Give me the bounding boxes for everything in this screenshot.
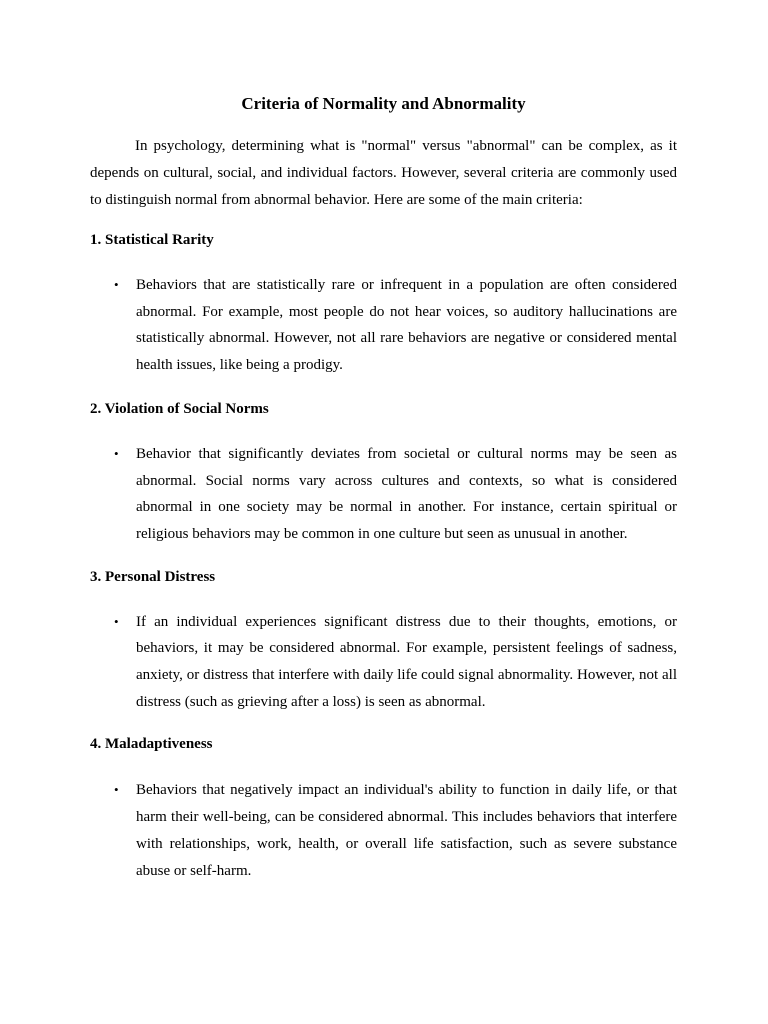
bullet-item (90, 777, 677, 884)
section-maladaptiveness (90, 732, 677, 884)
bullet-text: If an individual experiences significant distress due to their thoughts, emotions, or behaviors, it may be considered abnormal. For example, persistent feelings of sadness, anxiety, or distress that interfere with daily life could signal abnormality. However, not all distress (such as grieving after a loss) is seen as abnormal. (136, 613, 677, 710)
bullet-icon: • (114, 782, 119, 798)
section-heading: 4. Maladaptiveness (90, 736, 213, 753)
bullet-text: Behaviors that negatively impact an individual's ability to function in daily life, or that harm their well-being, can be considered abnormal. This includes behaviors that interfere with relationships, work, health, or overall life satisfaction, such as severe substance abuse or self-harm. (136, 782, 677, 879)
document-title: Criteria of Normality and Abnormality (241, 94, 526, 113)
bullet-list (90, 441, 677, 548)
bullet-item (90, 609, 677, 716)
bullet-item (90, 441, 677, 548)
bullet-list (90, 609, 677, 716)
section-heading: 1. Statistical Rarity (90, 232, 214, 248)
bullet-icon: • (114, 445, 119, 461)
bullet-text: Behaviors that are statistically rare or infrequent in a population are often considered abnormal. For example, most people do not hear voices, so auditory hallucinations are statistically abnormal. However, not all rare behaviors are negative or considered mental health issues, like being a prodigy. (136, 277, 677, 374)
bullet-icon: • (114, 277, 119, 292)
section-personal-distress (90, 565, 677, 716)
section-heading: 2. Violation of Social Norms (90, 400, 269, 417)
bullet-list (90, 777, 677, 884)
intro-paragraph: In psychology, determining what is "normal" versus "abnormal" can be complex, as it depends on cultural, social, and individual factors. However, several criteria are commonly used to distinguish normal from abnormal behavior. Here are some of the main criteria: (90, 138, 677, 208)
bullet-icon: • (114, 613, 119, 629)
section-heading: 3. Personal Distress (90, 568, 216, 585)
document-page (90, 92, 677, 884)
bullet-text: Behavior that significantly deviates from societal or cultural norms may be seen as abnormal. Social norms vary across cultures and contexts, so what is considered abnormal in one society may be normal in another. For instance, certain spiritual or religious behaviors may be common in one culture but seen as unusual in another. (136, 445, 677, 542)
section-violation-of-social-norms (90, 397, 677, 548)
bullet-list (90, 272, 677, 379)
section-statistical-rarity (90, 228, 677, 379)
bullet-item (90, 272, 677, 379)
